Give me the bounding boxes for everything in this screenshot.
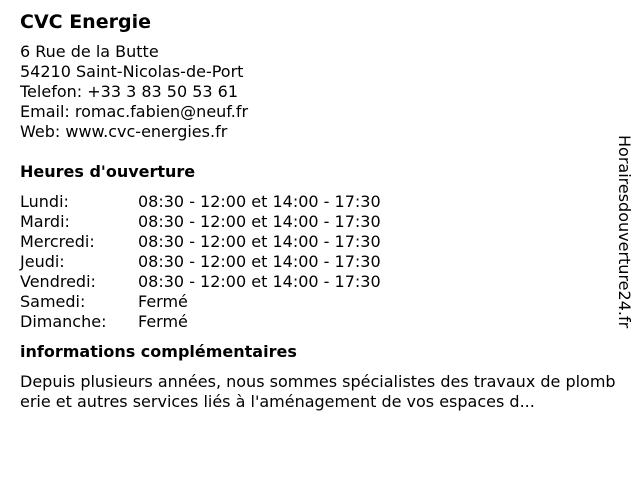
address-line-1: 6 Rue de la Butte	[20, 42, 159, 61]
phone-line: Telefon: +33 3 83 50 53 61	[20, 82, 239, 101]
hours-row-saturday	[20, 292, 620, 312]
email-line: Email: romac.fabien@neuf.fr	[20, 102, 249, 121]
hours-row-monday	[20, 192, 620, 212]
day-hours: 08:30 - 12:00 et 14:00 - 17:30	[138, 252, 381, 271]
day-hours: Fermé	[138, 312, 188, 331]
opening-hours-table	[20, 192, 620, 332]
day-label: Mardi:	[20, 212, 70, 231]
hours-row-friday	[20, 272, 620, 292]
business-card	[20, 10, 620, 412]
day-label: Vendredi:	[20, 272, 96, 291]
day-hours: 08:30 - 12:00 et 14:00 - 17:30	[138, 232, 381, 251]
site-watermark: Horairesdouverture24.fr	[615, 135, 634, 329]
hours-row-sunday	[20, 312, 620, 332]
day-label: Dimanche:	[20, 312, 107, 331]
day-hours: Fermé	[138, 292, 188, 311]
business-name: CVC Energie	[20, 11, 151, 33]
hours-row-wednesday	[20, 232, 620, 252]
day-hours: 08:30 - 12:00 et 14:00 - 17:30	[138, 212, 381, 231]
additional-info-heading: informations complémentaires	[20, 342, 297, 361]
hours-row-tuesday	[20, 212, 620, 232]
web-line: Web: www.cvc-energies.fr	[20, 122, 228, 141]
opening-hours-heading: Heures d'ouverture	[20, 162, 196, 181]
additional-info-text: Depuis plusieurs années, nous sommes spécialistes des travaux de plomberie et autres services liés à l'aménagement de vos espaces d...	[20, 372, 616, 411]
hours-row-thursday	[20, 252, 620, 272]
day-hours: 08:30 - 12:00 et 14:00 - 17:30	[138, 272, 381, 291]
address-line-2: 54210 Saint-Nicolas-de-Port	[20, 62, 244, 81]
day-label: Samedi:	[20, 292, 86, 311]
day-label: Mercredi:	[20, 232, 95, 251]
day-label: Lundi:	[20, 192, 69, 211]
day-label: Jeudi:	[20, 252, 65, 271]
day-hours: 08:30 - 12:00 et 14:00 - 17:30	[138, 192, 381, 211]
